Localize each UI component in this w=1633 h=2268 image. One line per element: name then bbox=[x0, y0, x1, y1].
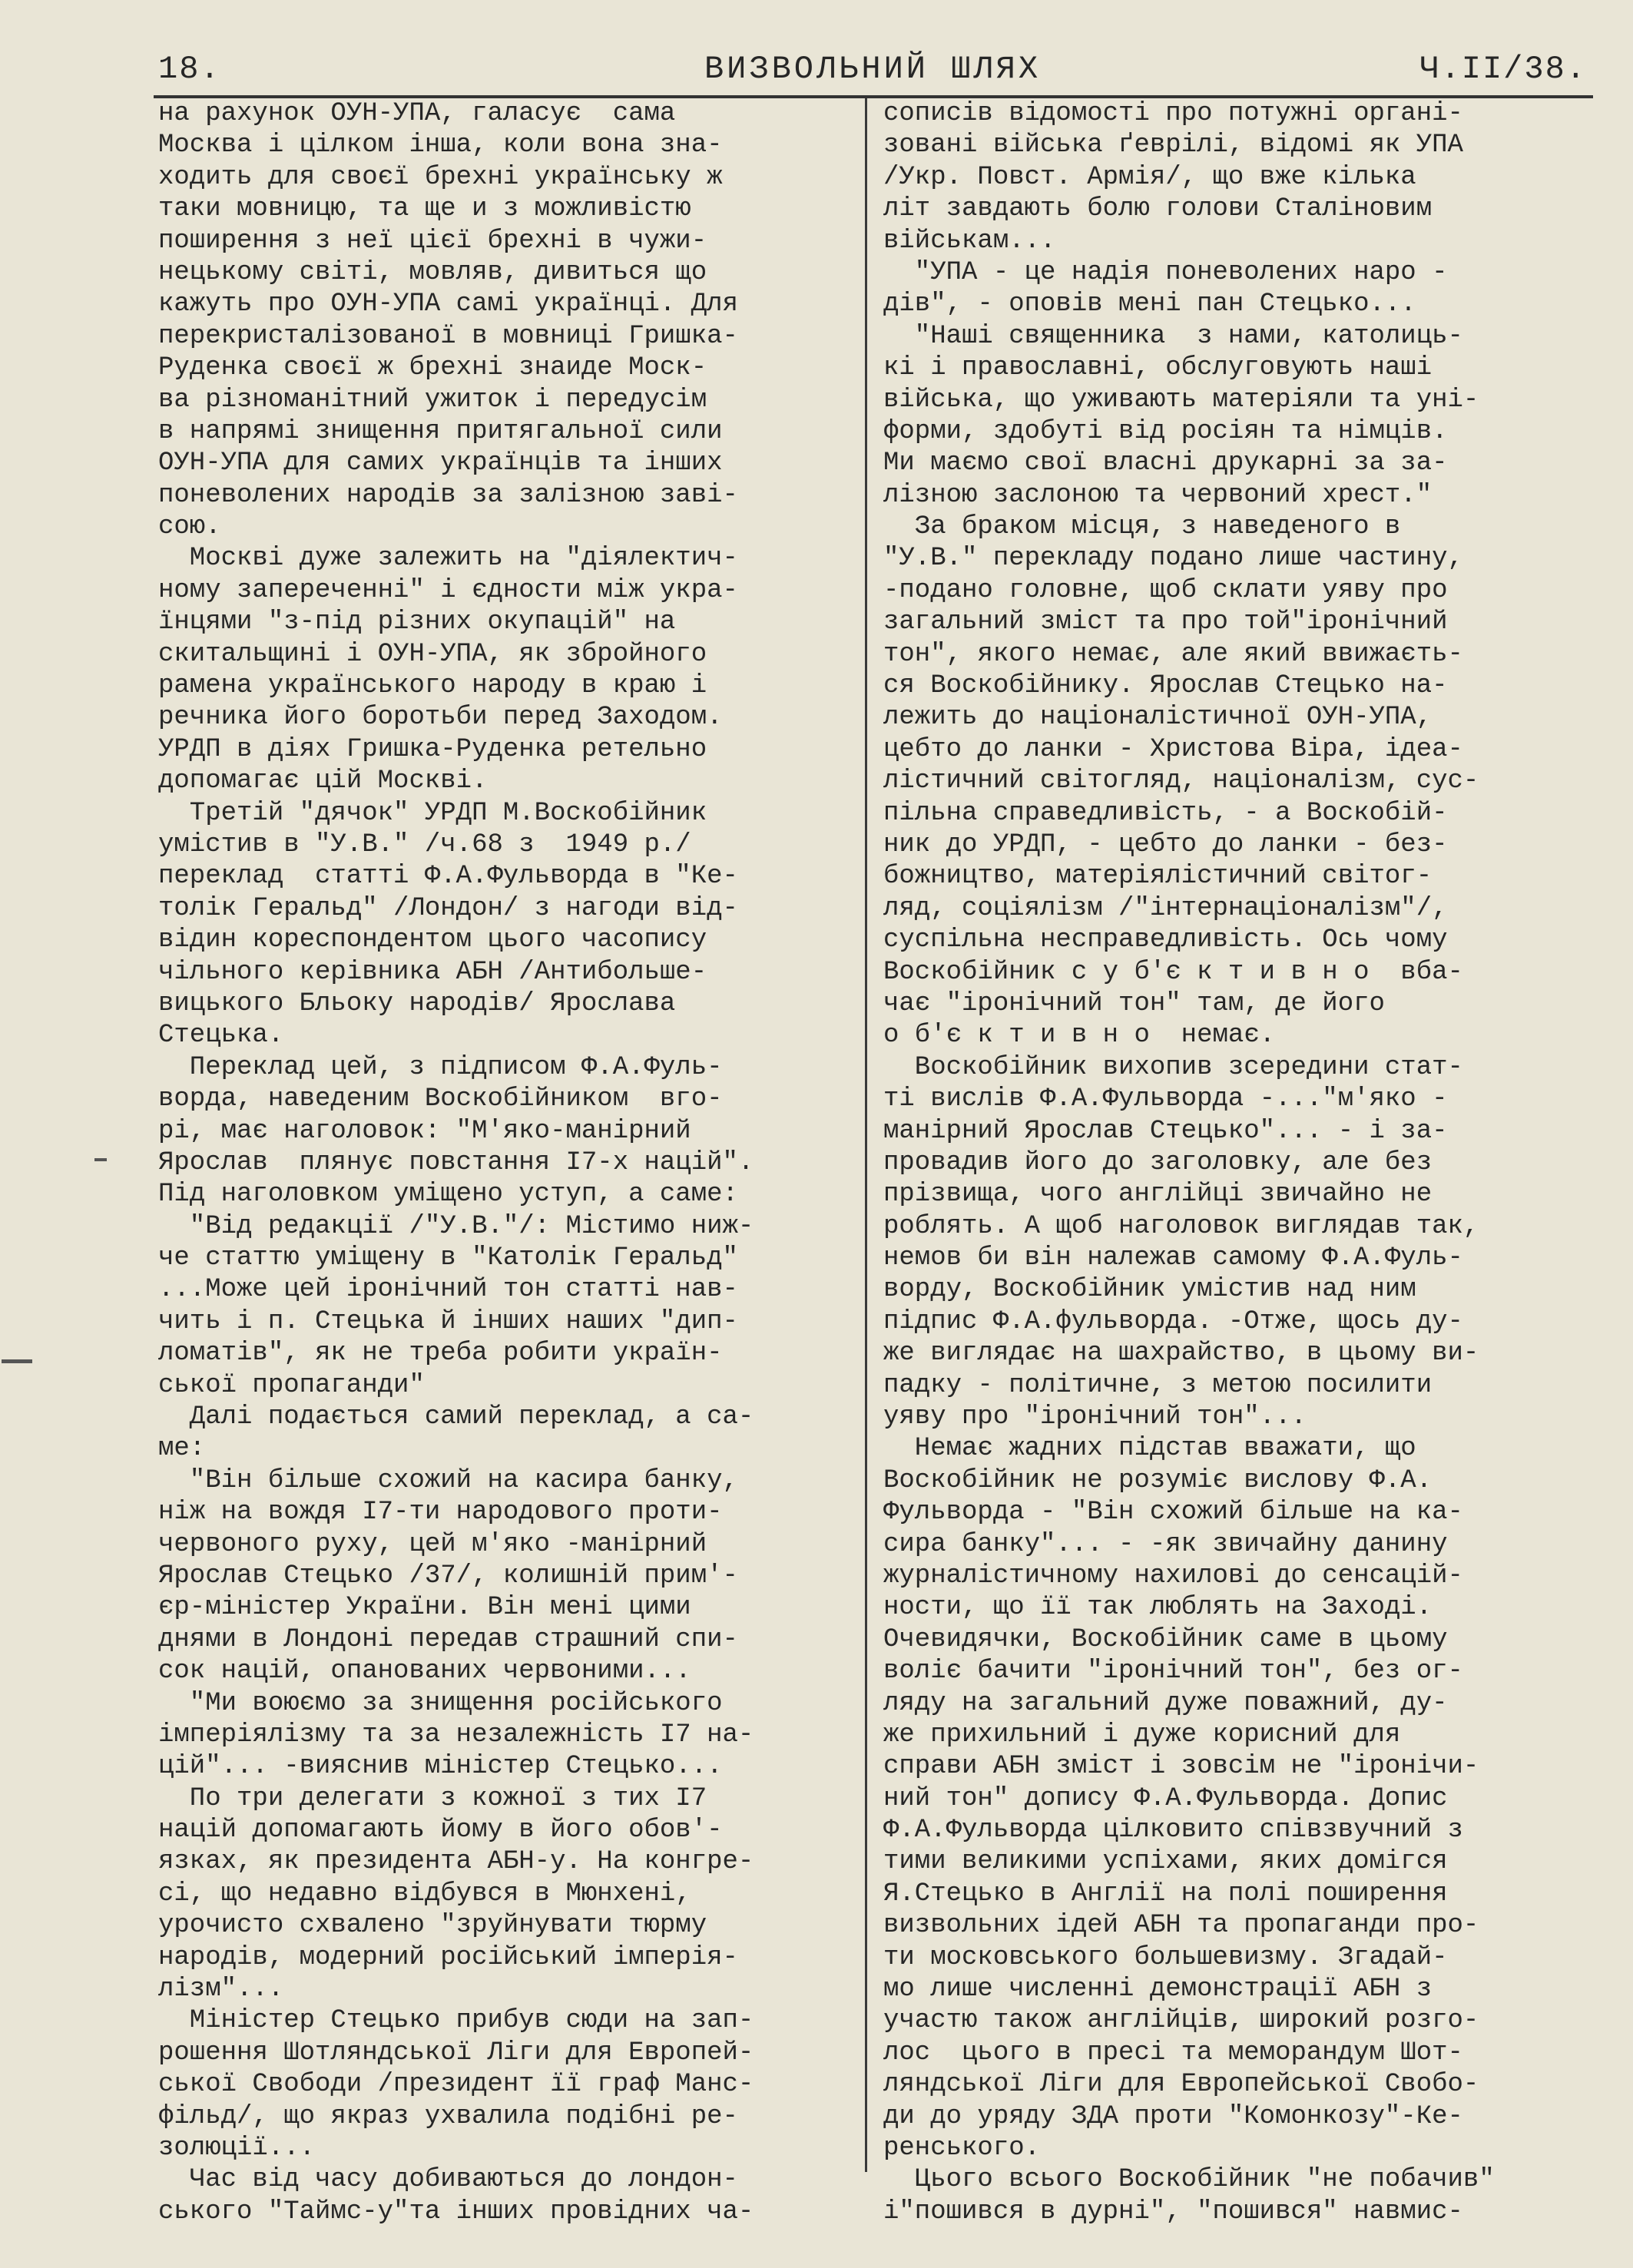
text-line: По три делегати з кожної з тих I7 bbox=[158, 1783, 707, 1813]
text-line: ської пропаганди" bbox=[158, 1370, 425, 1400]
text-line: ського "Таймс-у"та інших провідних ча- bbox=[158, 2197, 754, 2227]
text-line: таки мовницю, та ще и з можливістю bbox=[158, 194, 691, 224]
text-line: манірний Ярослав Стецько"... - і за- bbox=[883, 1116, 1448, 1146]
text-line: чить і п. Стецька й інших наших "дип- bbox=[158, 1306, 738, 1336]
text-line: вицького Бльоку народів/ Ярослава bbox=[158, 988, 676, 1018]
text-line: язках, як президента АБН-у. На конгре- bbox=[158, 1847, 754, 1877]
text-line: ніж на вождя I7-ти народового проти- bbox=[158, 1498, 723, 1528]
text-line: військам... bbox=[883, 226, 1056, 256]
text-line: че статтю уміщену в "Католік Геральд" bbox=[158, 1243, 738, 1273]
text-line: Ярослав плянує повстання I7-х націй". bbox=[158, 1147, 754, 1177]
text-line: речника його боротьби перед Заходом. bbox=[158, 703, 723, 733]
text-line: переклад статті Ф.А.Фульворда в "Ке- bbox=[158, 862, 738, 892]
text-line: лізм"... bbox=[158, 1975, 284, 2005]
text-line: ляду на загальний дуже поважний, ду- bbox=[883, 1688, 1448, 1718]
text-line: Немає жадних підстав вважати, що bbox=[883, 1434, 1416, 1464]
text-line: ті вислів Ф.А.Фульворда -..."м'яко - bbox=[883, 1084, 1448, 1114]
text-line: Під наголовком уміщено уступ, а саме: bbox=[158, 1180, 738, 1210]
text-line: Третій "дячок" УРДП М.Воскобійник bbox=[158, 798, 707, 828]
text-line: суспільна несправедливість. Ось чому bbox=[883, 925, 1448, 955]
text-line: золюції... bbox=[158, 2134, 316, 2163]
text-line: ме: bbox=[158, 1434, 206, 1464]
text-line: підпис Ф.А.фульворда. -Отже, щось ду- bbox=[883, 1306, 1463, 1336]
text-line: дів", - оповів мені пан Стецько... bbox=[883, 290, 1416, 320]
text-line: тими великими успіхами, яких домігся bbox=[883, 1847, 1448, 1877]
text-line: Ф.А.Фульворда цілковито співзвучний з bbox=[883, 1816, 1463, 1846]
text-line: поширення з неї цієї брехні в чужи- bbox=[158, 226, 707, 256]
text-line: імперіялізму та за незалежність I7 на- bbox=[158, 1720, 754, 1750]
text-line: Фульворда - "Він схожий більше на ка- bbox=[883, 1498, 1463, 1528]
text-line: лістичний світогляд, націоналізм, сус- bbox=[883, 766, 1479, 796]
text-line: ОУН-УПА для самих українців та інших bbox=[158, 449, 723, 478]
text-line: допомагає цій Москві. bbox=[158, 766, 488, 796]
text-line: єр-міністер України. Він мені цими bbox=[158, 1593, 691, 1623]
text-line: ляндської Ліги для Европейської Свобо- bbox=[883, 2070, 1479, 2100]
text-line: же виглядає на шахрайство, в цьому ви- bbox=[883, 1339, 1479, 1369]
text-line: цій"... -вияснив міністер Стецько... bbox=[158, 1752, 723, 1782]
text-line: немов би він належав самому Ф.А.Фуль- bbox=[883, 1243, 1463, 1273]
text-line: Цього всього Воскобійник "не побачив" bbox=[883, 2165, 1495, 2195]
text-line: ва різноманітний ужиток і передусім bbox=[158, 385, 707, 415]
text-line: прізвища, чого англійці звичайно не bbox=[883, 1180, 1433, 1210]
text-line: роблять. А щоб наголовок виглядав так, bbox=[883, 1211, 1479, 1241]
text-line: Час від часу добиваються до лондон- bbox=[158, 2165, 738, 2195]
text-line: божництво, матеріялістичний світог- bbox=[883, 862, 1433, 892]
text-line: рамена українського народу в краю і bbox=[158, 671, 707, 701]
text-line: ворду, Воскобійник умістив над ним bbox=[883, 1275, 1416, 1305]
text-line: Воскобійник с у б'є к т и в н о вба- bbox=[883, 957, 1463, 987]
text-line: -подано головне, щоб склати уяву про bbox=[883, 575, 1448, 605]
text-line: ...Може цей іронічний тон статті нав- bbox=[158, 1275, 738, 1305]
text-line: За браком місця, з наведеного в bbox=[883, 512, 1401, 542]
text-line: участю також англійців, широкий розго- bbox=[883, 2006, 1479, 2036]
text-line: загальний зміст та про той"іронічний bbox=[883, 608, 1448, 637]
text-line: зовані війська ґеврілі, відомі як УПА bbox=[883, 131, 1463, 161]
text-line: урочисто схвалено "зруйнувати тюрму bbox=[158, 1911, 707, 1941]
text-line: лос цього в пресі та меморандум Шот- bbox=[883, 2038, 1463, 2068]
text-line: Стецька. bbox=[158, 1021, 284, 1051]
text-line: на рахунок ОУН-УПА, галасує сама bbox=[158, 99, 676, 128]
text-line: Ярослав Стецько /37/, колишній прим'- bbox=[158, 1561, 738, 1591]
text-line: ник до УРДП, - цебто до ланки - без- bbox=[883, 829, 1448, 859]
text-line: визвольних ідей АБН та пропаганди про- bbox=[883, 1911, 1479, 1941]
text-line: рошення Шотляндської Ліги для Европей- bbox=[158, 2038, 754, 2068]
text-line: ности, що її так люблять на Заході. bbox=[883, 1593, 1433, 1623]
text-line: відин кореспондентом цього часопису bbox=[158, 925, 707, 955]
text-line: пільна справедливість, - а Воскобій- bbox=[883, 798, 1448, 828]
text-line: ломатів", як не треба робити україн- bbox=[158, 1339, 723, 1369]
text-line: ному запереченні" і єдности між укра- bbox=[158, 575, 738, 605]
text-line: ської Свободи /президент її граф Манс- bbox=[158, 2070, 754, 2100]
text-line: і"пошився в дурні", "пошився" навмис- bbox=[883, 2197, 1463, 2227]
text-line: УРДП в діях Гришка-Руденка ретельно bbox=[158, 734, 707, 764]
text-line: Воскобійник не розуміє вислову Ф.А. bbox=[883, 1465, 1433, 1495]
text-line: в напрямі знищення притягальної сили bbox=[158, 416, 723, 446]
text-line: кажуть про ОУН-УПА самі українці. Для bbox=[158, 290, 738, 320]
text-line: "Наші священника з нами, католиць- bbox=[883, 321, 1463, 351]
text-line: ся Воскобійнику. Ярослав Стецько на- bbox=[883, 671, 1448, 701]
text-line: Очевидячки, Воскобійник саме в цьому bbox=[883, 1624, 1448, 1654]
text-line: Москві дуже залежить на "діялектич- bbox=[158, 544, 738, 574]
text-line: "УПА - це надія поневолених наро - bbox=[883, 257, 1448, 287]
text-line: Переклад цей, з підписом Ф.А.Фуль- bbox=[158, 1052, 723, 1082]
text-line: мо лише численні демонстрації АБН з bbox=[883, 1975, 1433, 2005]
text-line: сира банку"... - -як звичайну данину bbox=[883, 1529, 1448, 1559]
page-header bbox=[158, 51, 1587, 95]
text-line: ляд, соціялізм /"інтернаціоналізм"/, bbox=[883, 893, 1448, 923]
text-line: "Від редакції /"У.В."/: Містимо ниж- bbox=[158, 1211, 754, 1241]
margin-mark bbox=[94, 1158, 107, 1161]
text-line: "У.В." перекладу подано лише частину, bbox=[883, 544, 1463, 574]
text-line: ти московського большевизму. Згадай- bbox=[883, 1942, 1448, 1972]
text-line: толік Геральд" /Лондон/ з нагоди від- bbox=[158, 893, 738, 923]
text-line: літ завдають болю голови Сталіновим bbox=[883, 194, 1433, 224]
margin-mark bbox=[2, 1359, 32, 1363]
text-line: форми, здобуті від росіян та німців. bbox=[883, 416, 1448, 446]
text-line: уяву про "іронічний тон"... bbox=[883, 1402, 1307, 1432]
text-line: лежить до націоналістичної ОУН-УПА, bbox=[883, 703, 1433, 733]
issue-number: Ч.II/38. bbox=[1419, 51, 1587, 88]
text-line: сописів відомості про потужні органі- bbox=[883, 99, 1463, 128]
text-line: війська, що уживають матеріяли та уні- bbox=[883, 385, 1479, 415]
text-line: ходить для своєї брехні українську ж bbox=[158, 162, 723, 192]
text-line: ворда, наведеним Воскобійником вго- bbox=[158, 1084, 723, 1114]
text-line: лізною заслоною та червоний хрест." bbox=[883, 480, 1433, 510]
text-line: націй допомагають йому в його обов'- bbox=[158, 1816, 723, 1846]
text-line: нецькому світі, мовляв, дивиться що bbox=[158, 257, 707, 287]
column-divider bbox=[865, 98, 867, 2172]
text-line: чільного керівника АБН /Антибольше- bbox=[158, 957, 707, 987]
text-line: сою. bbox=[158, 512, 221, 542]
text-line: "Він більше схожий на касира банку, bbox=[158, 1465, 738, 1495]
text-line: падку - політичне, з метою посилити bbox=[883, 1370, 1433, 1400]
text-line: кі і православні, обслуговують наші bbox=[883, 353, 1433, 383]
page-number: 18. bbox=[158, 51, 221, 88]
left-column bbox=[158, 98, 842, 2228]
text-line: "Ми воюємо за знищення російського bbox=[158, 1688, 723, 1718]
text-line: чає "іронічний тон" там, де його bbox=[883, 988, 1385, 1018]
text-line: червоного руху, цей м'яко -манірний bbox=[158, 1529, 707, 1559]
text-line: ний тон" допису Ф.А.Фульворда. Допис bbox=[883, 1783, 1448, 1813]
text-line: журналістичному нахилові до сенсацій- bbox=[883, 1561, 1463, 1591]
publication-title: ВИЗВОЛЬНИЙ ШЛЯХ bbox=[704, 51, 1042, 88]
text-line: цебто до ланки - Христова Віра, ідеа- bbox=[883, 734, 1463, 764]
text-line: Москва і цілком інша, коли вона зна- bbox=[158, 131, 723, 161]
text-line: поневолених народів за залізною заві- bbox=[158, 480, 738, 510]
text-line: Далі подається самий переклад, а са- bbox=[158, 1402, 754, 1432]
text-line: /Укр. Повст. Армія/, що вже кілька bbox=[883, 162, 1416, 192]
text-line: Руденка своєї ж брехні знаиде Моск- bbox=[158, 353, 707, 383]
text-line: воліє бачити "іронічний тон", без ог- bbox=[883, 1657, 1463, 1687]
text-line: їнцями "з-під різних окупацій" на bbox=[158, 608, 676, 637]
text-line: фільд/, що якраз ухвалила подібні ре- bbox=[158, 2101, 738, 2131]
text-line: ренського. bbox=[883, 2134, 1041, 2163]
text-line: рі, має наголовок: "М'яко-манірний bbox=[158, 1116, 691, 1146]
text-line: перекристалізованої в мовниці Гришка- bbox=[158, 321, 738, 351]
text-line: провадив його до заголовку, але без bbox=[883, 1147, 1433, 1177]
right-column bbox=[883, 98, 1575, 2228]
text-line: Я.Стецько в Англії на полі поширення bbox=[883, 1879, 1448, 1909]
text-line: скитальщині і ОУН-УПА, як збройного bbox=[158, 639, 707, 669]
text-line: сі, що недавно відбувся в Мюнхені, bbox=[158, 1879, 691, 1909]
text-line: сок націй, опанованих червоними... bbox=[158, 1657, 691, 1687]
text-line: же прихильний і дуже корисний для bbox=[883, 1720, 1401, 1750]
text-line: умістив в "У.В." /ч.68 з 1949 р./ bbox=[158, 829, 691, 859]
text-line: народів, модерний російський імперія- bbox=[158, 1942, 738, 1972]
text-line: днями в Лондоні передав страшний спи- bbox=[158, 1624, 738, 1654]
text-line: ди до уряду ЗДА проти "Комонкозу"-Ке- bbox=[883, 2101, 1463, 2131]
text-line: Воскобійник вихопив зсередини стат- bbox=[883, 1052, 1463, 1082]
text-line: тон", якого немає, але який ввижаєть- bbox=[883, 639, 1463, 669]
text-line: Міністер Стецько прибув сюди на зап- bbox=[158, 2006, 754, 2036]
text-line: Ми маємо свої власні друкарні за за- bbox=[883, 449, 1448, 478]
text-line: о б'є к т и в н о немає. bbox=[883, 1021, 1276, 1051]
text-line: справи АБН зміст і зовсім не "іронічи- bbox=[883, 1752, 1479, 1782]
